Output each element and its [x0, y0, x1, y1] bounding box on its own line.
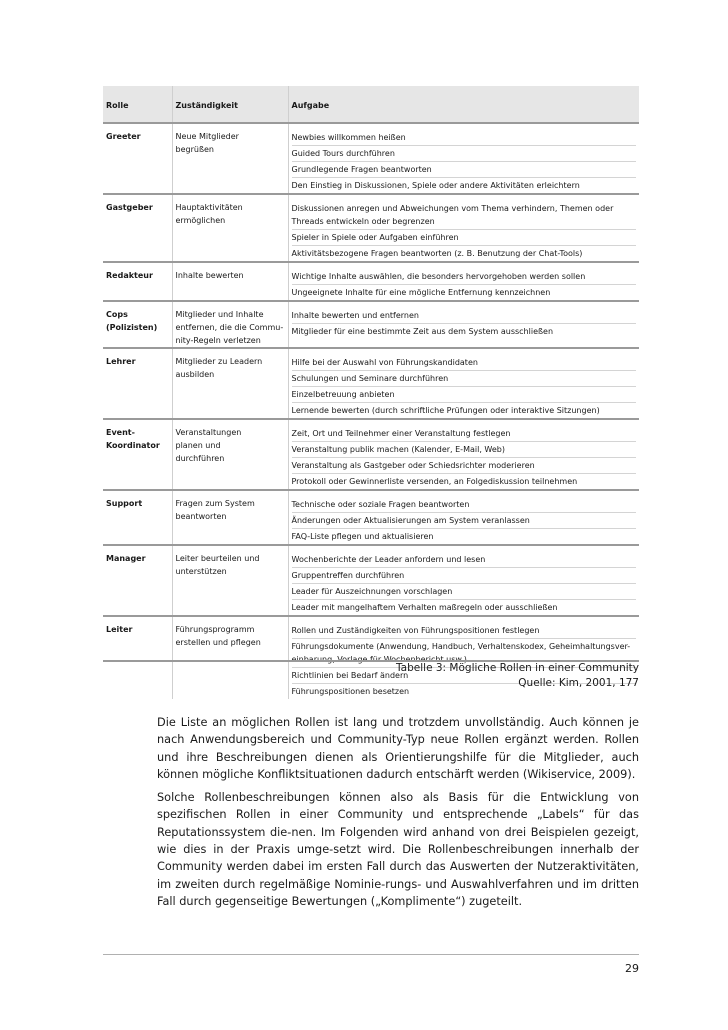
responsibility-cell-line: ausbilden [175, 370, 215, 379]
responsibility-cell-line: Inhalte bewerten [175, 271, 244, 280]
task-item: Führungsdokumente (Anwendung, Handbuch, Verhaltenskodex, Geheimhaltungsver-einbarung, Vorlage für Wochenbericht usw.) [292, 639, 637, 668]
tasks-cell [288, 123, 639, 194]
task-item: Leader mit mangelhaftem Verhalten maßregeln oder ausschließen [291, 603, 558, 612]
body-text [157, 714, 639, 916]
responsibility-cell-line: beantworten [175, 512, 227, 521]
tasks-cell [288, 262, 639, 301]
responsibility-cell [172, 419, 288, 490]
task-item: Spieler in Spiele oder Aufgaben einführen [292, 230, 637, 246]
header-rolle: Rolle [103, 86, 172, 123]
responsibility-cell-line: Leiter beurteilen und [175, 554, 260, 563]
role-cell-line: Support [106, 499, 143, 508]
responsibility-cell-line: unterstützen [175, 567, 227, 576]
role-cell-line: (Polizisten) [106, 323, 158, 332]
responsibility-cell-line: planen und [175, 441, 221, 450]
table-header-row [103, 86, 639, 123]
task-item: Protokoll oder Gewinnerliste versenden, an Folgediskussion teilnehmen [291, 477, 578, 486]
responsibility-cell-line: ermöglichen [175, 216, 226, 225]
responsibility-cell [172, 616, 288, 699]
role-cell-line: Lehrer [106, 357, 136, 366]
table-row [103, 545, 639, 616]
task-item: Aktivitätsbezogene Fragen beantworten (z. B. Benutzung der Chat-Tools) [291, 249, 583, 258]
tasks-cell [288, 348, 639, 419]
caption-source: Quelle: Kim, 2001, 177 [518, 677, 639, 689]
page-number: 29 [625, 962, 639, 975]
responsibility-cell [172, 301, 288, 348]
role-cell [103, 490, 172, 545]
task-item: FAQ-Liste pflegen und aktualisieren [291, 532, 434, 541]
task-item: Technische oder soziale Fragen beantworten [292, 497, 637, 513]
responsibility-cell-line: Neue Mitglieder [175, 132, 239, 141]
task-item: Gruppentreffen durchführen [292, 568, 637, 584]
role-cell [103, 194, 172, 262]
task-item: Veranstaltung als Gastgeber oder Schiedsrichter moderieren [292, 458, 637, 474]
tasks-cell [288, 194, 639, 262]
task-item: Führungspositionen besetzen [291, 687, 410, 696]
responsibility-cell-line: Fragen zum System [175, 499, 255, 508]
role-cell-line: Leiter [106, 625, 133, 634]
role-cell-line: Cops [106, 310, 128, 319]
responsibility-cell-line: entfernen, die die Commu- [175, 323, 284, 332]
task-item: Änderungen oder Aktualisierungen am System veranlassen [292, 513, 637, 529]
task-item: Einzelbetreuung anbieten [292, 387, 637, 403]
role-cell [103, 616, 172, 699]
responsibility-cell-line: Mitglieder zu Leadern [175, 357, 263, 366]
role-cell [103, 123, 172, 194]
table-body [103, 123, 639, 699]
roles-table-container [103, 86, 639, 699]
responsibility-cell-line: Veranstaltungen [175, 428, 242, 437]
role-cell-line: Event- [106, 428, 135, 437]
paragraph-1: Die Liste an möglichen Rollen ist lang und trotzdem unvollständig. Auch können je nach Anwendungsbereich und Community-Typ neue Rollen ergänzt werden. Rollen und ihre Beschreibungen dienen als Orientierungshilfe für die Mitglieder, auch können mögliche Konfliktsituationen dadurch entschärft werden (Wikiservice, 2009). [157, 716, 639, 781]
header-zustaendigkeit: Zuständigkeit [172, 86, 288, 123]
task-item: Lernende bewerten (durch schriftliche Prüfungen oder interaktive Sitzungen) [291, 406, 600, 415]
tasks-cell [288, 490, 639, 545]
task-item: Veranstaltung publik machen (Kalender, E-Mail, Web) [292, 442, 637, 458]
task-item: Wochenberichte der Leader anfordern und lesen [292, 552, 637, 568]
paragraph-2: Solche Rollenbeschreibungen können also als Basis für die Entwicklung von spezifischen Rollen in einer Community und entsprechende „Labels“ für das Reputationssystem die-nen. Im Folgenden wird anhand von drei Beispielen gezeigt, wie dies in der Praxis umge-setzt wird. Die Rollenbeschreibungen innerhalb der Community werden dabei im ersten Fall durch das Auswerten der Nutzeraktivitäten, im zweiten durch regelmäßige Nominie-rungs- und Auswahlverfahren und im dritten Fall durch gegenseitige Bewertungen („Komplimente“) zugeteilt. [157, 791, 639, 908]
header-aufgabe: Aufgabe [288, 86, 639, 123]
table-row [103, 419, 639, 490]
tasks-cell [288, 545, 639, 616]
responsibility-cell [172, 194, 288, 262]
task-item: Den Einstieg in Diskussionen, Spiele oder andere Aktivitäten erleichtern [291, 181, 580, 190]
role-cell-line: Gastgeber [106, 203, 153, 212]
task-item: Ungeeignete Inhalte für eine mögliche Entfernung kennzeichnen [291, 288, 551, 297]
responsibility-cell-line: nity-Regeln verletzen [175, 336, 261, 345]
responsibility-cell [172, 262, 288, 301]
table-row [103, 262, 639, 301]
table-row [103, 194, 639, 262]
task-item: Grundlegende Fragen beantworten [292, 162, 637, 178]
task-item: Schulungen und Seminare durchführen [292, 371, 637, 387]
responsibility-cell-line: erstellen und pflegen [175, 638, 261, 647]
task-item: Mitglieder für eine bestimmte Zeit aus dem System ausschließen [291, 327, 554, 336]
caption-title: Tabelle 3: Mögliche Rollen in einer Community [396, 662, 639, 674]
responsibility-cell-line: Mitglieder und Inhalte [175, 310, 264, 319]
task-item: Diskussionen anregen und Abweichungen vom Thema verhindern, Themen oder Threads entwickeln oder begrenzen [292, 201, 637, 230]
task-item: Inhalte bewerten und entfernen [292, 308, 637, 324]
responsibility-cell [172, 348, 288, 419]
task-item: Rollen und Zuständigkeiten von Führungspositionen festlegen [292, 623, 637, 639]
role-cell-line: Manager [106, 554, 146, 563]
table-row [103, 348, 639, 419]
task-item: Newbies willkommen heißen [292, 130, 637, 146]
responsibility-cell-line: Führungsprogramm [175, 625, 255, 634]
task-item: Guided Tours durchführen [292, 146, 637, 162]
responsibility-cell [172, 123, 288, 194]
table-caption [300, 661, 639, 691]
footer-rule [103, 954, 639, 955]
role-cell [103, 262, 172, 301]
role-cell [103, 419, 172, 490]
role-cell-line: Koordinator [106, 441, 160, 450]
task-item: Leader für Auszeichnungen vorschlagen [292, 584, 637, 600]
task-item: Richtlinien bei Bedarf ändern [292, 668, 637, 684]
role-cell [103, 545, 172, 616]
tasks-cell [288, 301, 639, 348]
task-item: Zeit, Ort und Teilnehmer einer Veranstaltung festlegen [292, 426, 637, 442]
role-cell [103, 301, 172, 348]
responsibility-cell [172, 545, 288, 616]
table-row [103, 301, 639, 348]
responsibility-cell [172, 490, 288, 545]
responsibility-cell-line: begrüßen [175, 145, 214, 154]
responsibility-cell-line: durchführen [175, 454, 225, 463]
responsibility-cell-line: Hauptaktivitäten [175, 203, 243, 212]
table-row [103, 490, 639, 545]
role-cell-line: Greeter [106, 132, 141, 141]
table-row [103, 123, 639, 194]
task-item: Wichtige Inhalte auswählen, die besonders hervorgehoben werden sollen [292, 269, 637, 285]
tasks-cell [288, 419, 639, 490]
role-cell [103, 348, 172, 419]
task-item: Hilfe bei der Auswahl von Führungskandidaten [292, 355, 637, 371]
roles-table [103, 86, 639, 699]
role-cell-line: Redakteur [106, 271, 153, 280]
